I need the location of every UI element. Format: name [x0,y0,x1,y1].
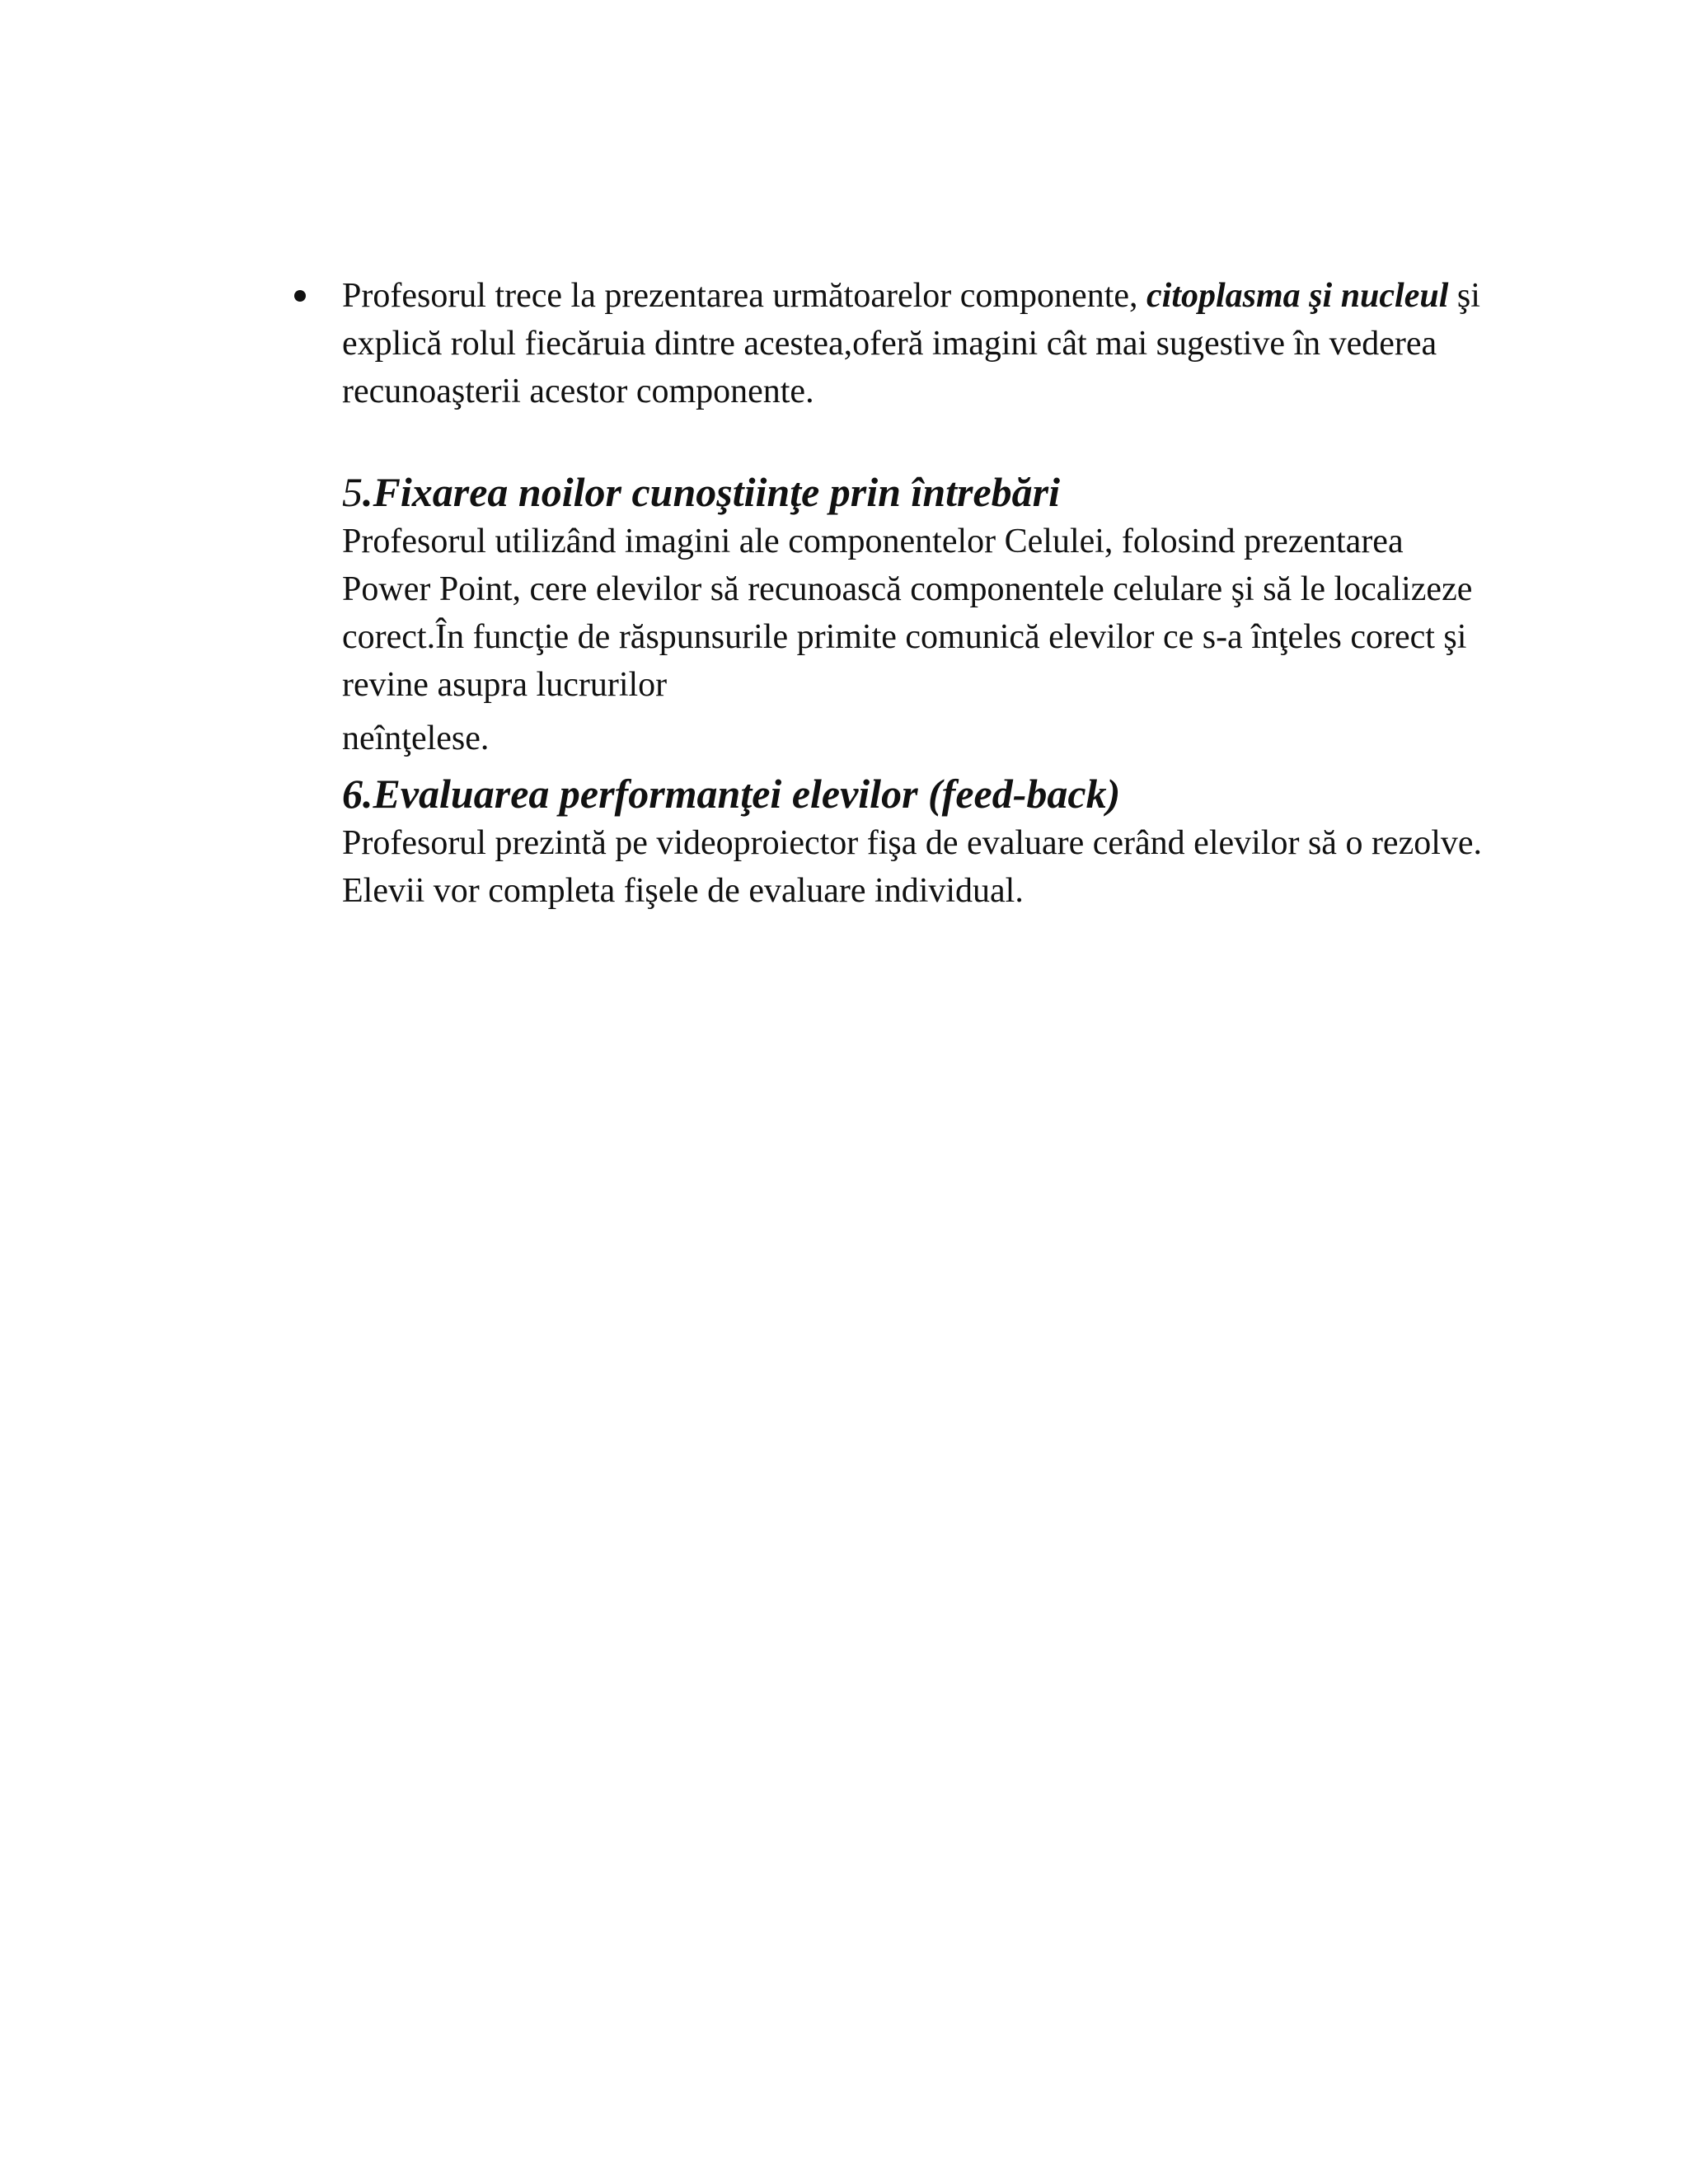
section-5 [342,466,1496,768]
bullet-item [342,272,1496,415]
section-5-body-text: Profesorul utilizând imagini ale componentelor Celulei, folosind prezentarea Power Point, cere elevilor să recunoască componentele celulare şi să le localizeze corect.În funcţie de răspunsurile primite comunică elevilor ce s-a înţeles corect şi revine asupra lucrurilor [342,523,1473,704]
section-6-heading: 6.Evaluarea performanţei elevilor (feed-back) [342,771,1121,817]
section-5-number: 5 [342,469,363,515]
section-6 [342,768,1496,915]
bullet-text-before: Profesorul trece la prezentarea următoarelor componente, [342,277,1147,315]
document-content [342,272,1496,915]
section-5-body-last: neînţelese. [342,719,490,757]
bullet-text-after: şi explică rolul fiecăruia dintre acestea,oferă imagini cât mai sugestive în vederea recunoaşterii acestor componente. [342,277,1480,410]
section-5-title: .Fixarea noilor cunoştiinţe prin întrebări [363,469,1061,515]
section-5-heading [342,466,1496,518]
section-6-body-1: Profesorul prezintă pe videoproiector fişa de evaluare cerând elevilor să o rezolve. [342,824,1483,862]
bullet-emphasis: citoplasma şi nucleul [1146,277,1449,315]
section-5-body [342,518,1496,768]
section-6-body-2: Elevii vor completa fişele de evaluare individual. [342,872,1024,910]
bullet-icon [294,290,306,302]
